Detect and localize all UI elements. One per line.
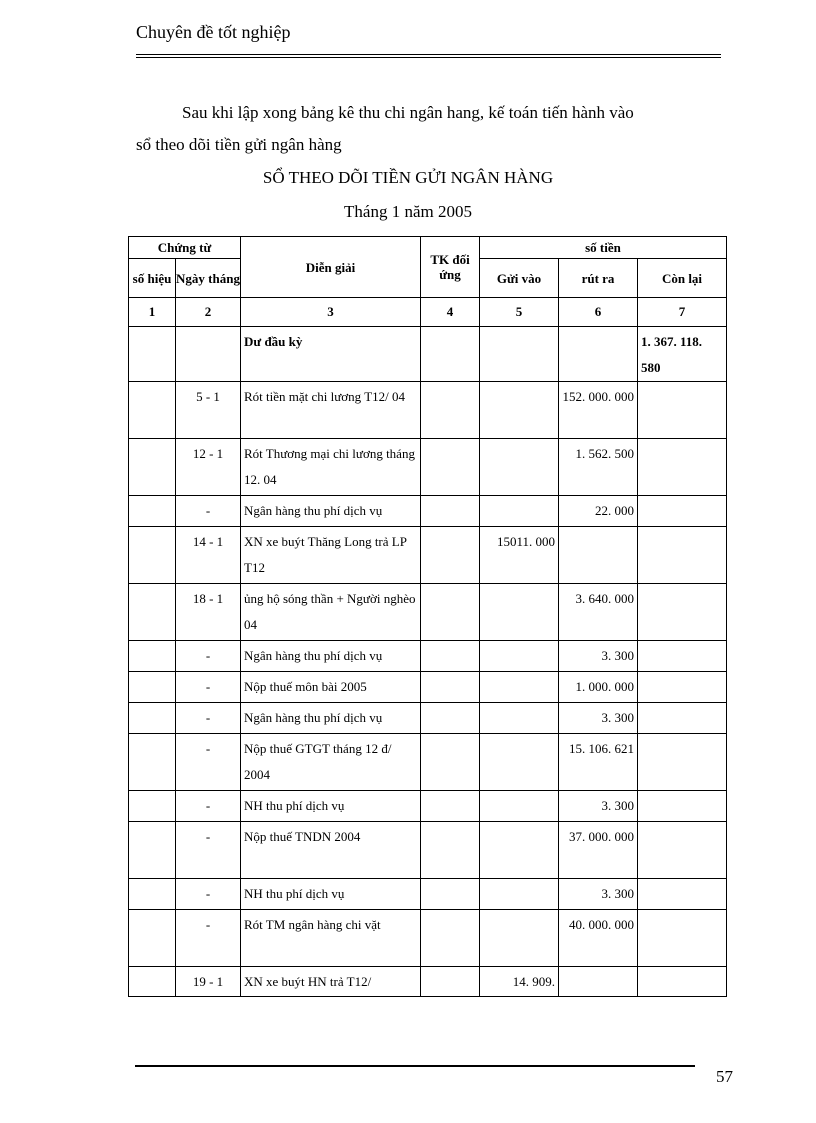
gui-vao-cell-text: [480, 382, 558, 384]
table-row: [129, 527, 727, 584]
table-row: [129, 672, 727, 703]
con-lai-cell: [638, 879, 727, 910]
intro-paragraph: [136, 97, 726, 161]
ledger-title: SỔ THEO DÕI TIỀN GỬI NGÂN HÀNG: [262, 168, 554, 187]
ngay-thang-cell-text: 14 - 1: [192, 534, 224, 549]
ngay-thang-cell-text: -: [205, 710, 211, 725]
dien-giai-cell: [241, 910, 421, 967]
con-lai-cell: [638, 439, 727, 496]
tk-doi-ung-cell-text: [421, 584, 479, 586]
tk-doi-ung-cell: [421, 879, 480, 910]
ledger-subtitle: Tháng 1 năm 2005: [344, 202, 472, 221]
intro-line-1: Sau khi lập xong bảng kê thu chi ngân hang, kế toán tiến hành vào: [182, 103, 634, 122]
dien-giai-cell: [241, 672, 421, 703]
ngay-thang-cell-text: 5 - 1: [196, 389, 220, 404]
con-lai-cell-text: [638, 527, 726, 529]
table-row: [129, 879, 727, 910]
rut-ra-cell: [559, 734, 638, 791]
gui-vao-cell-text: 15011. 000: [496, 534, 555, 549]
tk-doi-ung-cell-text: [421, 641, 479, 643]
table-row: [129, 641, 727, 672]
rut-ra-cell-text: 15. 106. 621: [569, 741, 634, 756]
dien-giai-cell-text: Rót tiền mặt chi lương T12/ 04: [244, 389, 406, 404]
rut-ra-cell: [559, 327, 638, 382]
tk-doi-ung-cell: [421, 584, 480, 641]
tk-doi-ung-cell: [421, 672, 480, 703]
con-lai-cell-text: [638, 910, 726, 912]
gui-vao-cell: [480, 910, 559, 967]
tk-doi-ung-cell: [421, 496, 480, 527]
so-hieu-cell-text: [129, 734, 175, 736]
tk-doi-ung-cell-text: [421, 327, 479, 329]
gui-vao-cell: [480, 672, 559, 703]
con-lai-cell-text: [638, 734, 726, 736]
gui-vao-cell: [480, 822, 559, 879]
rut-ra-cell: [559, 822, 638, 879]
con-lai-cell: [638, 527, 727, 584]
rut-ra-cell: [559, 439, 638, 496]
dien-giai-cell: [241, 382, 421, 439]
gui-vao-cell-text: [480, 791, 558, 793]
con-lai-cell: [638, 672, 727, 703]
so-hieu-cell-text: [129, 703, 175, 705]
gui-vao-cell-text: [480, 672, 558, 674]
so-hieu-cell-text: [129, 822, 175, 824]
dien-giai-cell: [241, 734, 421, 791]
header-so-tien: số tiền: [480, 237, 727, 259]
so-hieu-cell: [129, 967, 176, 997]
con-lai-cell: [638, 822, 727, 879]
rut-ra-cell-text: [559, 527, 637, 529]
ngay-thang-cell: [176, 584, 241, 641]
tk-doi-ung-cell-text: [421, 734, 479, 736]
gui-vao-cell: [480, 496, 559, 527]
con-lai-cell-text: [638, 879, 726, 881]
column-number: 7: [638, 298, 727, 327]
rut-ra-cell-text: 1. 000. 000: [575, 679, 634, 694]
so-hieu-cell-text: [129, 439, 175, 441]
so-hieu-cell-text: [129, 879, 175, 881]
column-number-row: [129, 298, 727, 327]
rut-ra-cell: [559, 879, 638, 910]
con-lai-cell-text: [638, 967, 726, 969]
footer-rule: [135, 1065, 695, 1067]
ngay-thang-cell-text: [176, 327, 240, 329]
ngay-thang-cell-text: 18 - 1: [192, 591, 224, 606]
tk-doi-ung-cell: [421, 791, 480, 822]
so-hieu-cell: [129, 879, 176, 910]
ngay-thang-cell-text: 12 - 1: [192, 446, 224, 461]
con-lai-cell-text: [638, 703, 726, 705]
con-lai-cell: [638, 641, 727, 672]
ngay-thang-cell: [176, 822, 241, 879]
header-chung-tu: Chứng từ: [129, 237, 241, 259]
table-row: [129, 439, 727, 496]
tk-doi-ung-cell-text: [421, 879, 479, 881]
tk-doi-ung-cell-text: [421, 496, 479, 498]
rut-ra-cell: [559, 910, 638, 967]
rut-ra-cell: [559, 584, 638, 641]
gui-vao-cell: [480, 791, 559, 822]
rut-ra-cell-text: 1. 562. 500: [575, 446, 634, 461]
rut-ra-cell: [559, 703, 638, 734]
gui-vao-cell-text: [480, 641, 558, 643]
so-hieu-cell: [129, 791, 176, 822]
rut-ra-cell-text: [559, 967, 637, 969]
dien-giai-cell: [241, 496, 421, 527]
rut-ra-cell: [559, 967, 638, 997]
so-hieu-cell: [129, 439, 176, 496]
gui-vao-cell-text: [480, 327, 558, 329]
header-so-hieu: số hiệu: [129, 259, 176, 298]
ngay-thang-cell-text: -: [205, 798, 211, 813]
table-row: [129, 496, 727, 527]
so-hieu-cell: [129, 527, 176, 584]
table-row: [129, 327, 727, 382]
dien-giai-cell: [241, 439, 421, 496]
gui-vao-cell: [480, 734, 559, 791]
so-hieu-cell: [129, 910, 176, 967]
rut-ra-cell-text: 3. 300: [601, 798, 634, 813]
document-header-title: Chuyên đề tốt nghiệp: [136, 22, 291, 42]
gui-vao-cell: [480, 382, 559, 439]
tk-doi-ung-cell-text: [421, 822, 479, 824]
rut-ra-cell-text: 3. 640. 000: [575, 591, 634, 606]
gui-vao-cell: [480, 527, 559, 584]
rut-ra-cell-text: 3. 300: [601, 648, 634, 663]
column-number: 1: [129, 298, 176, 327]
so-hieu-cell-text: [129, 641, 175, 643]
ngay-thang-cell: [176, 382, 241, 439]
so-hieu-cell: [129, 382, 176, 439]
ngay-thang-cell-text: -: [205, 679, 211, 694]
table-row: [129, 734, 727, 791]
so-hieu-cell-text: [129, 527, 175, 529]
tk-doi-ung-cell: [421, 382, 480, 439]
gui-vao-cell: [480, 584, 559, 641]
con-lai-cell-text: 1. 367. 118. 580: [641, 334, 703, 375]
column-number: 5: [480, 298, 559, 327]
ngay-thang-cell: [176, 672, 241, 703]
con-lai-cell: [638, 584, 727, 641]
ngay-thang-cell: [176, 327, 241, 382]
rut-ra-cell: [559, 672, 638, 703]
header-rule-top: [136, 54, 721, 55]
intro-line-2: sổ theo dõi tiền gửi ngân hàng: [136, 135, 342, 154]
dien-giai-cell-text: Rót Thương mại chi lương tháng 12. 04: [244, 446, 415, 487]
ngay-thang-cell-text: -: [205, 503, 211, 518]
tk-doi-ung-cell-text: [421, 672, 479, 674]
so-hieu-cell: [129, 822, 176, 879]
gui-vao-cell-text: [480, 910, 558, 912]
tk-doi-ung-cell-text: [421, 382, 479, 384]
table-row: [129, 967, 727, 997]
dien-giai-cell: [241, 641, 421, 672]
dien-giai-cell-text: Nộp thuế môn bài 2005: [244, 679, 367, 694]
dien-giai-cell-text: Nộp thuế GTGT tháng 12 đ/ 2004: [244, 741, 392, 782]
rut-ra-cell: [559, 527, 638, 584]
tk-doi-ung-cell-text: [421, 791, 479, 793]
table-row: [129, 703, 727, 734]
dien-giai-cell-text: NH thu phí dịch vụ: [244, 886, 345, 901]
con-lai-cell: [638, 382, 727, 439]
ngay-thang-cell-text: -: [205, 829, 211, 844]
dien-giai-cell-text: NH thu phí dịch vụ: [244, 798, 345, 813]
rut-ra-cell-text: 22. 000: [595, 503, 634, 518]
dien-giai-cell: [241, 584, 421, 641]
con-lai-cell-text: [638, 382, 726, 384]
so-hieu-cell: [129, 672, 176, 703]
table-row: [129, 910, 727, 967]
gui-vao-cell-text: [480, 734, 558, 736]
dien-giai-cell-text: Ngân hàng thu phí dịch vụ: [244, 710, 383, 725]
dien-giai-cell-text: ủng hộ sóng thần + Người nghèo 04: [244, 591, 416, 632]
gui-vao-cell-text: [480, 879, 558, 881]
so-hieu-cell: [129, 641, 176, 672]
con-lai-cell: [638, 496, 727, 527]
column-number: 2: [176, 298, 241, 327]
gui-vao-cell: [480, 327, 559, 382]
con-lai-cell: [638, 791, 727, 822]
dien-giai-cell-text: Ngân hàng thu phí dịch vụ: [244, 648, 383, 663]
tk-doi-ung-cell-text: [421, 910, 479, 912]
rut-ra-cell-text: 3. 300: [601, 710, 634, 725]
table-row: [129, 382, 727, 439]
rut-ra-cell: [559, 791, 638, 822]
gui-vao-cell: [480, 439, 559, 496]
con-lai-cell: [638, 703, 727, 734]
tk-doi-ung-cell: [421, 822, 480, 879]
header-gui-vao: Gửi vào: [480, 259, 559, 298]
dien-giai-cell-text: Dư đầu kỳ: [244, 334, 303, 349]
tk-doi-ung-cell: [421, 734, 480, 791]
so-hieu-cell: [129, 703, 176, 734]
page-number: 57: [716, 1067, 733, 1086]
gui-vao-cell-text: 14. 909.: [512, 974, 555, 989]
tk-doi-ung-cell: [421, 327, 480, 382]
so-hieu-cell: [129, 327, 176, 382]
so-hieu-cell: [129, 734, 176, 791]
gui-vao-cell: [480, 703, 559, 734]
tk-doi-ung-cell-text: [421, 527, 479, 529]
header-dien-giai: Diễn giải: [241, 237, 421, 298]
rut-ra-cell-text: 152. 000. 000: [562, 389, 634, 404]
so-hieu-cell: [129, 584, 176, 641]
tk-doi-ung-cell-text: [421, 703, 479, 705]
dien-giai-cell-text: Ngân hàng thu phí dịch vụ: [244, 503, 383, 518]
gui-vao-cell-text: [480, 439, 558, 441]
gui-vao-cell-text: [480, 496, 558, 498]
tk-doi-ung-cell: [421, 703, 480, 734]
ngay-thang-cell-text: -: [205, 741, 211, 756]
header-ngay-thang: Ngày tháng: [176, 259, 241, 298]
tk-doi-ung-cell: [421, 527, 480, 584]
gui-vao-cell-text: [480, 822, 558, 824]
so-hieu-cell-text: [129, 584, 175, 586]
ngay-thang-cell-text: -: [205, 886, 211, 901]
ngay-thang-cell: [176, 527, 241, 584]
table-row: [129, 584, 727, 641]
dien-giai-cell-text: Nộp thuế TNDN 2004: [244, 829, 361, 844]
ngay-thang-cell: [176, 967, 241, 997]
gui-vao-cell: [480, 967, 559, 997]
ngay-thang-cell-text: -: [205, 648, 211, 663]
so-hieu-cell-text: [129, 967, 175, 969]
so-hieu-cell-text: [129, 910, 175, 912]
so-hieu-cell: [129, 496, 176, 527]
dien-giai-cell-text: XN xe buýt Thăng Long trả LP T12: [244, 534, 407, 575]
header-rut-ra: rút ra: [559, 259, 638, 298]
ngay-thang-cell: [176, 734, 241, 791]
so-hieu-cell-text: [129, 791, 175, 793]
gui-vao-cell-text: [480, 703, 558, 705]
tk-doi-ung-cell: [421, 641, 480, 672]
ngay-thang-cell: [176, 879, 241, 910]
con-lai-cell-text: [638, 822, 726, 824]
ngay-thang-cell-text: -: [205, 917, 211, 932]
header-con-lai: Còn lại: [638, 259, 727, 298]
ngay-thang-cell: [176, 641, 241, 672]
column-number: 3: [241, 298, 421, 327]
con-lai-cell-text: [638, 496, 726, 498]
bank-deposit-ledger-table: [128, 236, 727, 997]
con-lai-cell-text: [638, 641, 726, 643]
dien-giai-cell: [241, 791, 421, 822]
dien-giai-cell: [241, 527, 421, 584]
header-tk-doi-ung: TK đối ứng: [421, 237, 480, 298]
con-lai-cell: [638, 327, 727, 382]
dien-giai-cell-text: XN xe buýt HN trả T12/: [244, 974, 372, 989]
table-row: [129, 822, 727, 879]
tk-doi-ung-cell: [421, 439, 480, 496]
con-lai-cell-text: [638, 672, 726, 674]
header-rule-bottom: [136, 57, 721, 58]
gui-vao-cell-text: [480, 584, 558, 586]
dien-giai-cell: [241, 703, 421, 734]
ngay-thang-cell-text: 19 - 1: [192, 974, 224, 989]
ngay-thang-cell: [176, 439, 241, 496]
con-lai-cell: [638, 910, 727, 967]
tk-doi-ung-cell: [421, 910, 480, 967]
ngay-thang-cell: [176, 910, 241, 967]
so-hieu-cell-text: [129, 496, 175, 498]
dien-giai-cell: [241, 822, 421, 879]
so-hieu-cell-text: [129, 327, 175, 329]
ngay-thang-cell: [176, 703, 241, 734]
dien-giai-cell: [241, 327, 421, 382]
dien-giai-cell-text: Rót TM ngân hàng chi vặt: [244, 917, 381, 932]
tk-doi-ung-cell-text: [421, 439, 479, 441]
tk-doi-ung-cell: [421, 967, 480, 997]
rut-ra-cell: [559, 641, 638, 672]
rut-ra-cell-text: [559, 327, 637, 329]
column-number: 4: [421, 298, 480, 327]
con-lai-cell-text: [638, 791, 726, 793]
con-lai-cell: [638, 967, 727, 997]
gui-vao-cell: [480, 641, 559, 672]
so-hieu-cell-text: [129, 672, 175, 674]
con-lai-cell-text: [638, 439, 726, 441]
ngay-thang-cell: [176, 496, 241, 527]
dien-giai-cell: [241, 967, 421, 997]
con-lai-cell: [638, 734, 727, 791]
column-number: 6: [559, 298, 638, 327]
ngay-thang-cell: [176, 791, 241, 822]
rut-ra-cell: [559, 382, 638, 439]
rut-ra-cell-text: 37. 000. 000: [569, 829, 634, 844]
table-row: [129, 791, 727, 822]
dien-giai-cell: [241, 879, 421, 910]
rut-ra-cell-text: 3. 300: [601, 886, 634, 901]
rut-ra-cell-text: 40. 000. 000: [569, 917, 634, 932]
rut-ra-cell: [559, 496, 638, 527]
so-hieu-cell-text: [129, 382, 175, 384]
gui-vao-cell: [480, 879, 559, 910]
con-lai-cell-text: [638, 584, 726, 586]
tk-doi-ung-cell-text: [421, 967, 479, 969]
